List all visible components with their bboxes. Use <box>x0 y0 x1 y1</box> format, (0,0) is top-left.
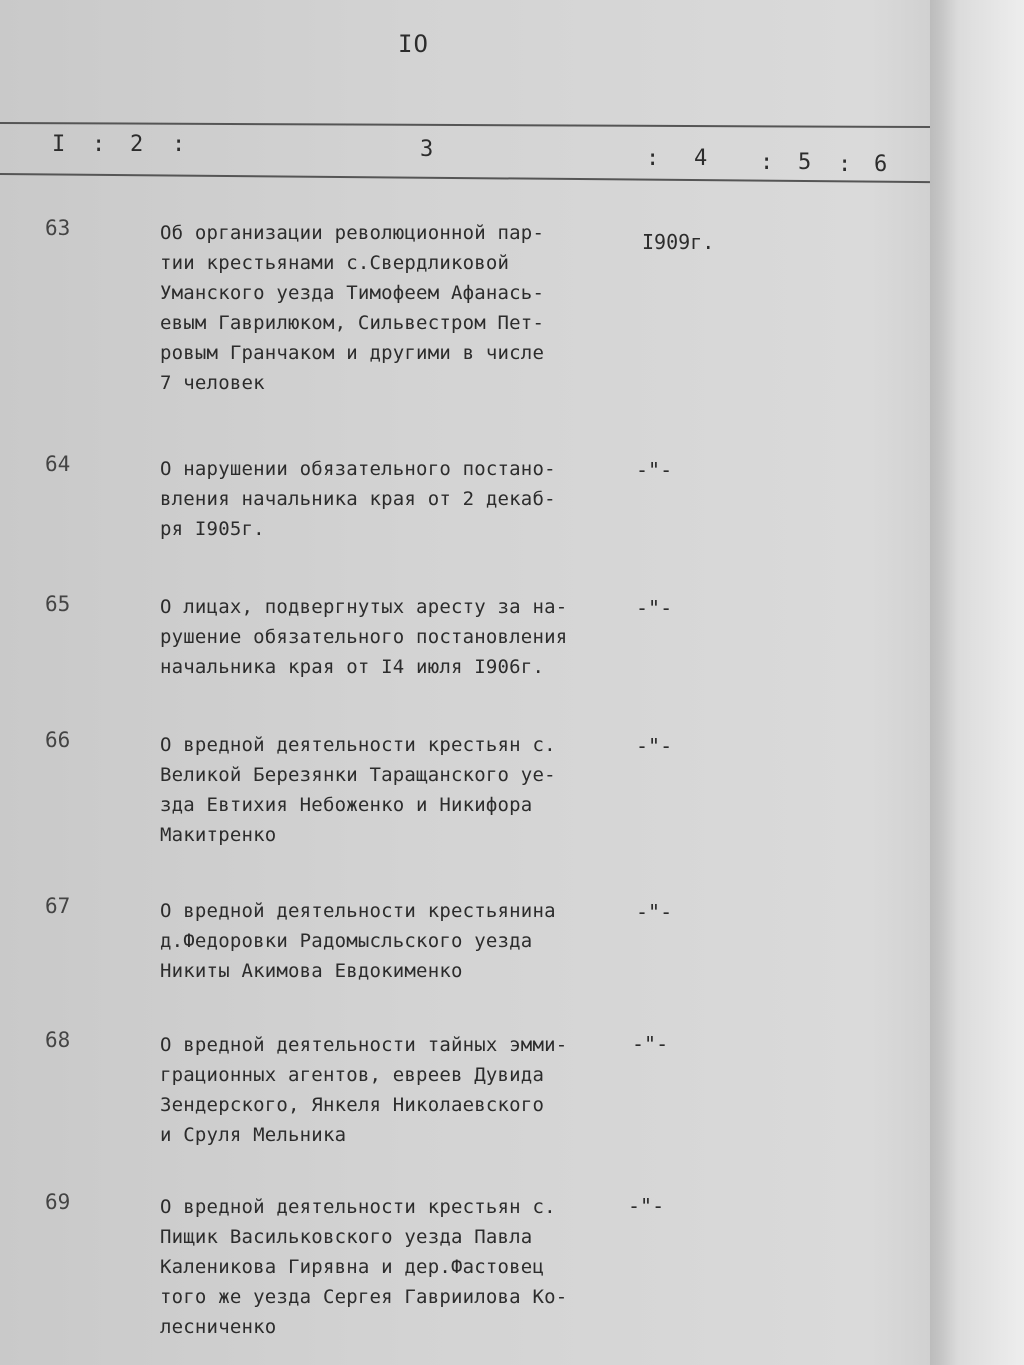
row-description: О вредной деятельности тайных эмми- грационных агентов, евреев Дувида Зендерского, Янкеля Николаевского и Сруля Мельника <box>160 1034 568 1146</box>
column-header-3: 3 <box>420 137 434 162</box>
row-description: О вредной деятельности крестьян с. Пищик Васильковского уезда Павла Каленикова Гирявна и дер.Фастовец того же уезда Сергея Гавриилова Ко- лесниченко <box>160 1196 568 1338</box>
column-header-5: 5 <box>798 150 812 175</box>
row-date: -"- <box>636 458 673 482</box>
row-date: -"- <box>636 900 673 924</box>
row-number: 65 <box>45 592 71 616</box>
row-description: Об организации революционной пар- тии крестьянами с.Свердликовой Уманского уезда Тимофеем Афанась- евым Гаврилюком, Сильвестром Пет- ровым Гранчаком и другими в числе 7 человек <box>160 222 545 394</box>
column-header-6: 6 <box>874 152 888 177</box>
row-description: О вредной деятельности крестьянина д.Федоровки Радомысльского уезда Никиты Акимова Евдокименко <box>160 900 556 982</box>
row-number: 66 <box>45 728 71 752</box>
column-header-2: 2 <box>130 132 144 157</box>
column-separator: : <box>92 132 106 157</box>
column-header-4: 4 <box>694 146 708 171</box>
row-date: -"- <box>636 596 673 620</box>
header-rule-top <box>0 122 930 128</box>
row-date: -"- <box>632 1032 669 1056</box>
row-description: О лицах, подвергнутых аресту за на- рушение обязательного постановления начальника края от I4 июля I906г. <box>160 596 568 678</box>
column-separator: : <box>646 146 660 171</box>
column-separator: : <box>172 132 186 157</box>
row-date: -"- <box>628 1194 665 1218</box>
page-number: IO <box>398 30 429 58</box>
row-number: 67 <box>45 894 71 918</box>
row-number: 63 <box>45 216 71 240</box>
row-date: I909г. <box>642 230 715 254</box>
column-separator: : <box>760 150 774 175</box>
row-number: 68 <box>45 1028 71 1052</box>
column-header-1: I <box>52 132 66 157</box>
row-number: 64 <box>45 452 71 476</box>
row-date: -"- <box>636 734 673 758</box>
row-description: О нарушении обязательного постано- вления начальника края от 2 декаб- ря I905г. <box>160 458 556 540</box>
row-description: О вредной деятельности крестьян с. Великой Березянки Таращанского уе- зда Евтихия Небоженко и Никифора Макитренко <box>160 734 556 846</box>
column-separator: : <box>838 152 852 177</box>
page-edge-shadow <box>930 0 1024 1365</box>
row-number: 69 <box>45 1190 71 1214</box>
header-rule-bottom <box>0 173 930 183</box>
